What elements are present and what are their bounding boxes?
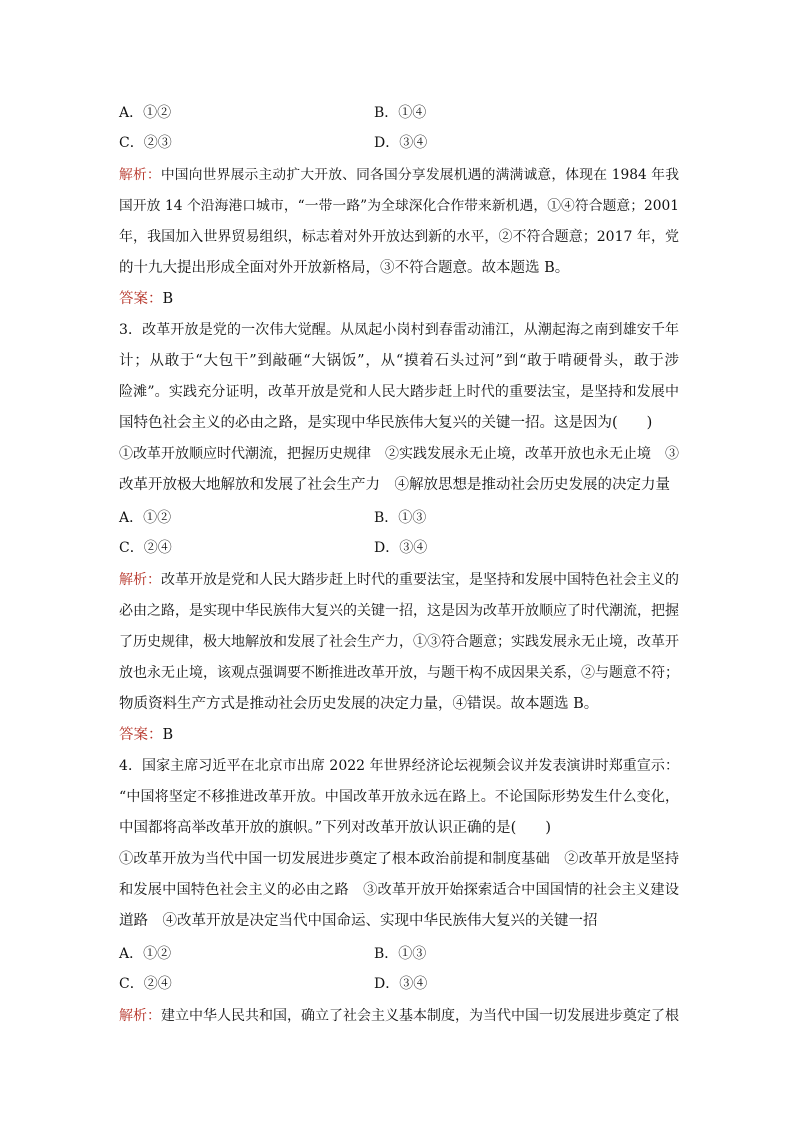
- q4-stem-line-3: 中国都将高举改革开放的旗帜。”下列对改革开放认识正确的是( ): [119, 820, 551, 836]
- q4-option-b: B．①③: [374, 946, 427, 962]
- q3-stem-line-3: 险滩”。实践充分证明，改革开放是党和人民大踏步赶上时代的重要法宝，是坚持和发展中: [119, 384, 679, 400]
- q3-answer: [119, 725, 679, 745]
- q4-option-d: D．③④: [374, 976, 428, 992]
- q2-option-b: B．①④: [374, 105, 427, 121]
- q3-statement-line-2: 改革开放极大地解放和发展了社会生产力 ④解放思想是推动社会历史发展的决定力量: [119, 477, 670, 493]
- q3-analysis-line-1: 解析：改革开放是党和人民大踏步赶上时代的重要法宝，是坚持和发展中国特色社会主义的: [119, 572, 679, 588]
- q2-option-c: C．②③: [119, 135, 172, 151]
- q3-stem-line-2: 计；从敢于“大包干”到敲砸“大锅饭”，从“摸着石头过河”到“敢于啃硬骨头，敢于涉: [119, 353, 679, 369]
- q2-analysis-line-1: 解析：中国向世界展示主动扩大开放、同各国分享发展机遇的满满诚意，体现在 1984 年我: [119, 167, 679, 183]
- q2-analysis-line-3: 年，我国加入世界贸易组织，标志着对外开放达到新的水平，②不符合题意；2017 年，党: [119, 229, 679, 245]
- q3-analysis-line-4: 放也永无止境，该观点强调要不断推进改革开放，与题干构不成因果关系，②与题意不符；: [119, 665, 679, 681]
- q3-analysis-label: 解析：: [119, 572, 161, 588]
- q2-option-a: A．①②: [119, 105, 172, 121]
- q4-statement-line-1: ①改革开放为当代中国一切发展进步奠定了根本政治前提和制度基础 ②改革开放是坚持: [119, 851, 679, 867]
- q2-answer-value: B: [162, 291, 174, 307]
- q3-option-a: A．①②: [119, 510, 172, 526]
- q3-statement-line-1: ①改革开放顺应时代潮流，把握历史规律 ②实践发展永无止境，改革开放也永无止境 ③: [119, 446, 679, 462]
- q3-analysis-line-5: 物质资料生产方式是推动社会历史发展的决定力量，④错误。故本题选 B。: [119, 696, 599, 712]
- q2-analysis-label: 解析：: [119, 167, 161, 183]
- q4-stem-line-1: 4．国家主席习近平在北京市出席 2022 年世界经济论坛视频会议并发表演讲时郑重宣示：: [119, 758, 679, 774]
- q4-statement-line-3: 道路 ④改革开放是决定当代中国命运、实现中华民族伟大复兴的关键一招: [119, 913, 598, 929]
- q3-analysis-line-3: 了历史规律，极大地解放和发展了社会生产力，①③符合题意；实践发展永无止境，改革开: [119, 634, 679, 650]
- q3-analysis-line-2: 必由之路，是实现中华民族伟大复兴的关键一招，这是因为改革开放顺应了时代潮流，把握: [119, 603, 679, 619]
- q3-answer-label: 答案：: [119, 727, 163, 743]
- q2-answer: [119, 289, 679, 309]
- q3-stem-line-4: 国特色社会主义的必由之路，是实现中华民族伟大复兴的关键一招。这是因为( ): [119, 415, 653, 431]
- q2-option-d: D．③④: [374, 135, 428, 151]
- q4-option-a: A．①②: [119, 946, 172, 962]
- q4-analysis-line-1: 解析：建立中华人民共和国，确立了社会主义基本制度，为当代中国一切发展进步奠定了根: [119, 1008, 679, 1024]
- q4-statement-line-2: 和发展中国特色社会主义的必由之路 ③改革开放开始探索适合中国国情的社会主义建设: [119, 882, 679, 898]
- q2-analysis-line-2: 国开放 14 个沿海港口城市，“一带一路”为全球深化合作带来新机遇，①④符合题意；2001: [119, 198, 679, 214]
- q3-option-d: D．③④: [374, 540, 428, 556]
- q3-option-b: B．①③: [374, 510, 427, 526]
- q4-stem-line-2: “中国将坚定不移推进改革开放。中国改革开放永远在路上。不论国际形势发生什么变化，: [119, 789, 679, 805]
- q2-analysis-line-4: 的十九大提出形成全面对外开放新格局，③不符合题意。故本题选 B。: [119, 260, 570, 276]
- q2-answer-label: 答案：: [119, 291, 163, 307]
- q3-option-c: C．②④: [119, 540, 172, 556]
- q4-analysis-label: 解析：: [119, 1008, 161, 1024]
- q3-stem-line-1: 3．改革开放是党的一次伟大觉醒。从凤起小岗村到春雷动浦江，从潮起海之南到雄安千年: [119, 322, 679, 338]
- q3-answer-value: B: [162, 727, 174, 743]
- q4-option-c: C．②④: [119, 976, 172, 992]
